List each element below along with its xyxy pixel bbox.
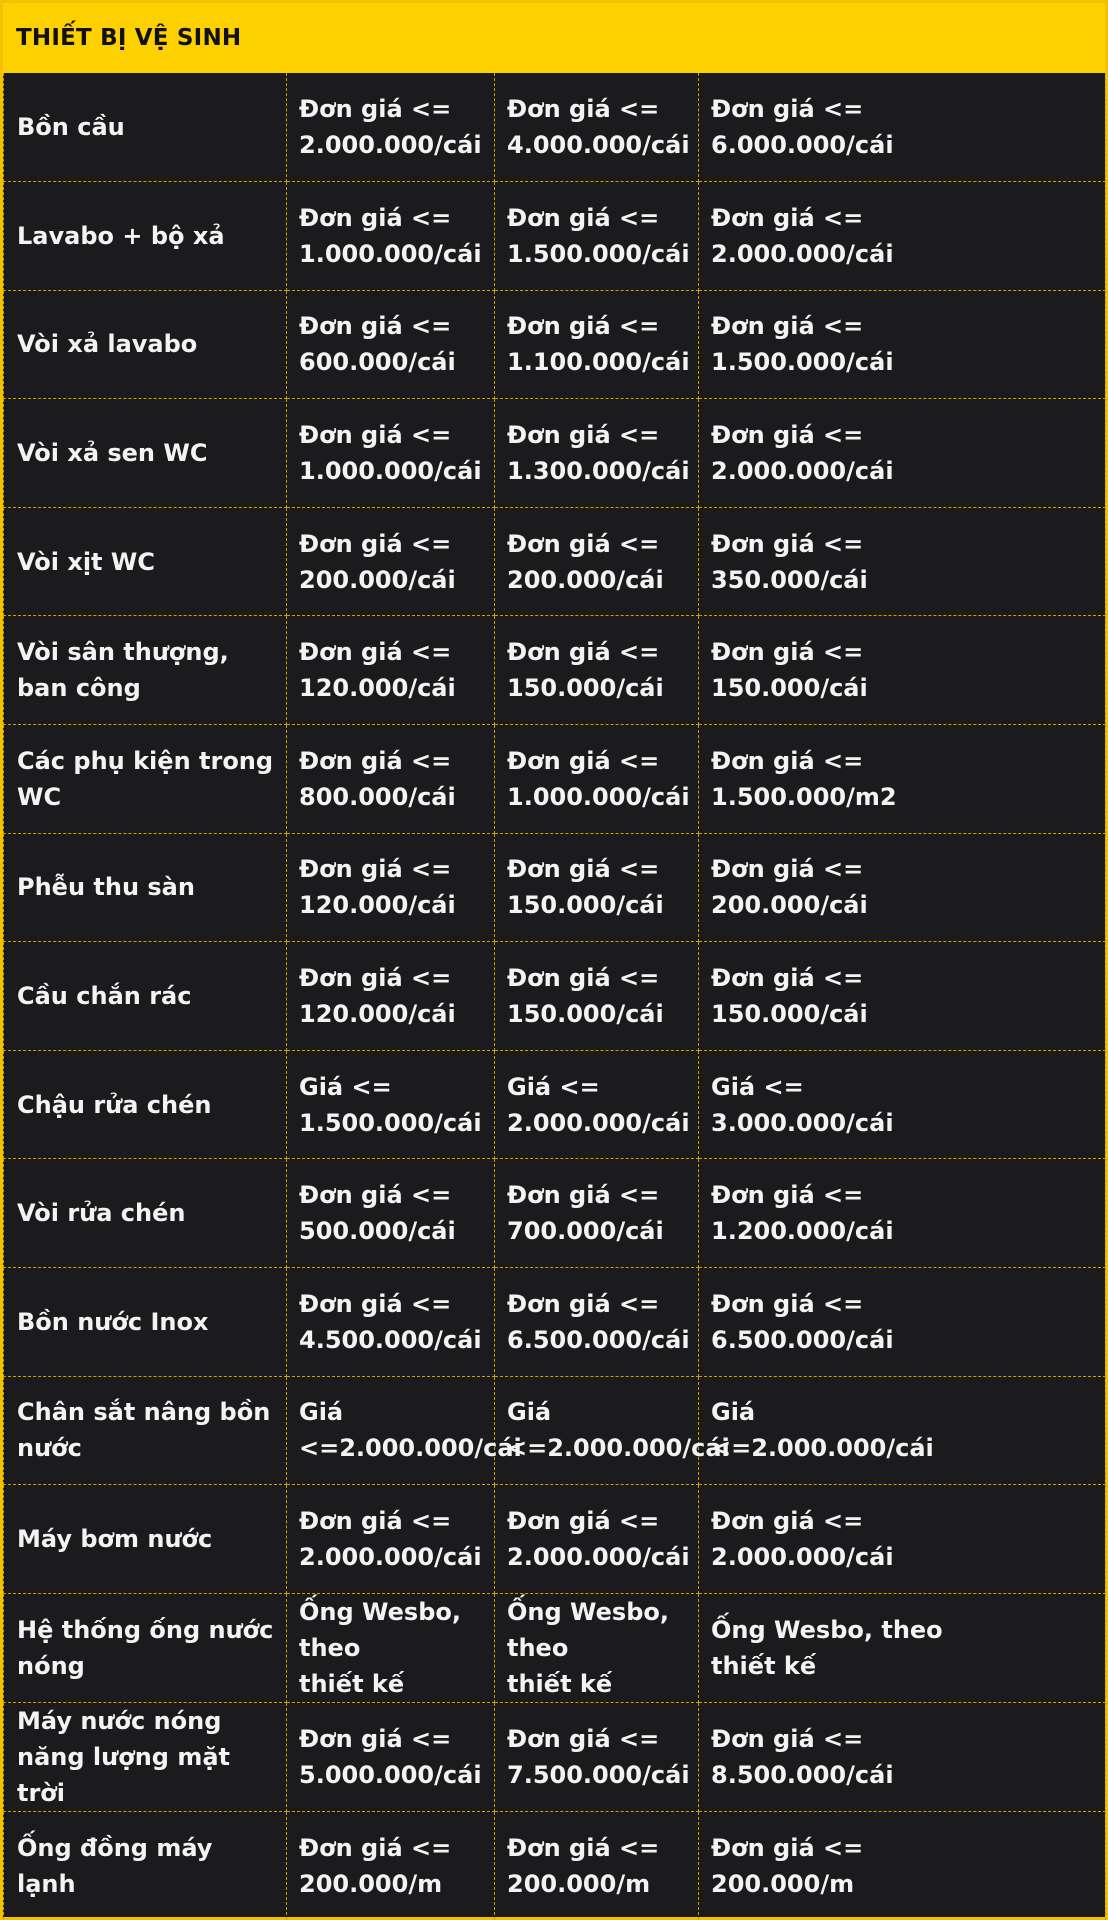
price-cell-3: Đơn giá <= 1.500.000/m2 [699, 725, 1106, 834]
price-cell-2: Đơn giá <= 200.000/cái [495, 507, 699, 616]
price-cell-1: Đơn giá <= 120.000/cái [287, 942, 495, 1051]
price-cell-1: Đơn giá <= 1.000.000/cái [287, 182, 495, 291]
item-name-cell: Vòi xịt WC [4, 507, 287, 616]
table-row [4, 942, 1106, 1051]
item-name-cell: Chậu rửa chén [4, 1050, 287, 1159]
price-cell-2: Giá <= 2.000.000/cái [495, 1050, 699, 1159]
price-cell-1: Ống Wesbo, theo thiết kế [287, 1593, 495, 1702]
price-cell-3: Đơn giá <= 2.000.000/cái [699, 182, 1106, 291]
price-cell-1: Đơn giá <= 5.000.000/cái [287, 1702, 495, 1811]
item-name-cell: Các phụ kiện trong WC [4, 725, 287, 834]
table-row [4, 1811, 1106, 1920]
price-cell-1: Đơn giá <= 1.000.000/cái [287, 399, 495, 508]
price-cell-2: Ống Wesbo, theo thiết kế [495, 1593, 699, 1702]
price-cell-3: Đơn giá <= 1.200.000/cái [699, 1159, 1106, 1268]
table-row [4, 1485, 1106, 1594]
table-row [4, 616, 1106, 725]
item-name-cell: Vòi xả sen WC [4, 399, 287, 508]
price-cell-3: Đơn giá <= 2.000.000/cái [699, 399, 1106, 508]
item-name-cell: Vòi rửa chén [4, 1159, 287, 1268]
price-cell-3: Đơn giá <= 350.000/cái [699, 507, 1106, 616]
table-row [4, 833, 1106, 942]
item-name-cell: Bồn nước Inox [4, 1268, 287, 1377]
price-cell-1: Đơn giá <= 600.000/cái [287, 290, 495, 399]
price-cell-2: Đơn giá <= 700.000/cái [495, 1159, 699, 1268]
price-cell-3: Đơn giá <= 150.000/cái [699, 616, 1106, 725]
price-cell-2: Đơn giá <= 7.500.000/cái [495, 1702, 699, 1811]
price-table [3, 73, 1106, 1920]
price-cell-2: Đơn giá <= 1.100.000/cái [495, 290, 699, 399]
price-cell-1: Đơn giá <= 800.000/cái [287, 725, 495, 834]
price-cell-1: Đơn giá <= 120.000/cái [287, 616, 495, 725]
price-cell-1: Đơn giá <= 200.000/m [287, 1811, 495, 1920]
item-name-cell: Chân sắt nâng bồn nước [4, 1376, 287, 1485]
table-row [4, 290, 1106, 399]
table-row [4, 1268, 1106, 1377]
item-name-cell: Cầu chắn rác [4, 942, 287, 1051]
price-cell-3: Giá <= 3.000.000/cái [699, 1050, 1106, 1159]
price-cell-1: Đơn giá <= 200.000/cái [287, 507, 495, 616]
price-cell-1: Đơn giá <= 120.000/cái [287, 833, 495, 942]
price-cell-2: Đơn giá <= 200.000/m [495, 1811, 699, 1920]
table-row [4, 1050, 1106, 1159]
table-title: THIẾT BỊ VỆ SINH [3, 3, 1105, 73]
price-cell-2: Đơn giá <= 1.300.000/cái [495, 399, 699, 508]
price-cell-3: Đơn giá <= 200.000/cái [699, 833, 1106, 942]
table-row [4, 399, 1106, 508]
price-cell-2: Đơn giá <= 150.000/cái [495, 616, 699, 725]
item-name-cell: Máy nước nóng năng lượng mặt trời [4, 1702, 287, 1811]
price-cell-3: Đơn giá <= 8.500.000/cái [699, 1702, 1106, 1811]
item-name-cell: Ống đồng máy lạnh [4, 1811, 287, 1920]
price-cell-1: Đơn giá <= 4.500.000/cái [287, 1268, 495, 1377]
price-cell-2: Đơn giá <= 150.000/cái [495, 833, 699, 942]
table-row [4, 1702, 1106, 1811]
price-cell-3: Giá <=2.000.000/cái [699, 1376, 1106, 1485]
table-row [4, 725, 1106, 834]
item-name-cell: Phễu thu sàn [4, 833, 287, 942]
price-cell-2: Đơn giá <= 6.500.000/cái [495, 1268, 699, 1377]
table-row [4, 1376, 1106, 1485]
table-row [4, 73, 1106, 182]
item-name-cell: Vòi xả lavabo [4, 290, 287, 399]
price-cell-2: Đơn giá <= 2.000.000/cái [495, 1485, 699, 1594]
price-cell-3: Đơn giá <= 6.500.000/cái [699, 1268, 1106, 1377]
price-cell-3: Đơn giá <= 6.000.000/cái [699, 73, 1106, 182]
price-cell-2: Đơn giá <= 1.500.000/cái [495, 182, 699, 291]
price-cell-2: Đơn giá <= 150.000/cái [495, 942, 699, 1051]
table-row [4, 1159, 1106, 1268]
table-row [4, 507, 1106, 616]
price-cell-3: Ống Wesbo, theo thiết kế [699, 1593, 1106, 1702]
price-cell-1: Giá <=2.000.000/cái [287, 1376, 495, 1485]
price-cell-2: Giá <=2.000.000/cái [495, 1376, 699, 1485]
price-cell-3: Đơn giá <= 2.000.000/cái [699, 1485, 1106, 1594]
table-row [4, 182, 1106, 291]
item-name-cell: Hệ thống ống nước nóng [4, 1593, 287, 1702]
item-name-cell: Lavabo + bộ xả [4, 182, 287, 291]
price-cell-2: Đơn giá <= 4.000.000/cái [495, 73, 699, 182]
item-name-cell: Máy bơm nước [4, 1485, 287, 1594]
table-row [4, 1593, 1106, 1702]
price-cell-1: Giá <= 1.500.000/cái [287, 1050, 495, 1159]
price-cell-3: Đơn giá <= 1.500.000/cái [699, 290, 1106, 399]
price-cell-1: Đơn giá <= 2.000.000/cái [287, 1485, 495, 1594]
item-name-cell: Bồn cầu [4, 73, 287, 182]
price-cell-3: Đơn giá <= 200.000/m [699, 1811, 1106, 1920]
item-name-cell: Vòi sân thượng, ban công [4, 616, 287, 725]
price-cell-1: Đơn giá <= 500.000/cái [287, 1159, 495, 1268]
price-cell-2: Đơn giá <= 1.000.000/cái [495, 725, 699, 834]
price-cell-1: Đơn giá <= 2.000.000/cái [287, 73, 495, 182]
price-cell-3: Đơn giá <= 150.000/cái [699, 942, 1106, 1051]
